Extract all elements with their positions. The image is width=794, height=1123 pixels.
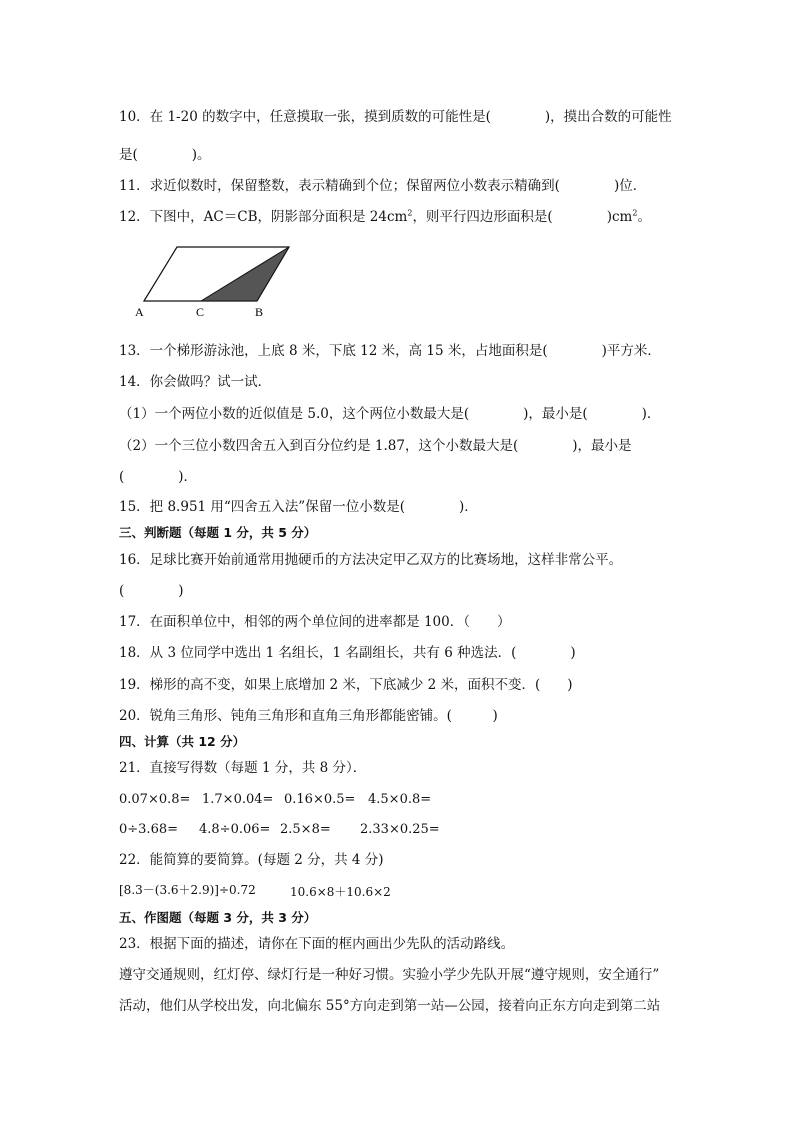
calc-item: 1.7×0.04=: [202, 792, 274, 807]
question-11: 11．求近似数时，保留整数，表示精确到个位；保留两位小数表示精确到( )位．: [119, 178, 647, 194]
question-10-line1: 10．在 1-20 的数字中，任意摸取一张，摸到质数的可能性是( )，摸出合数的可能性: [119, 109, 672, 125]
calc-item: 2.33×0.25=: [360, 822, 440, 837]
superscript-2b: 2: [632, 208, 638, 218]
label-a: A: [135, 305, 144, 319]
calc-item: 4.5×0.8=: [368, 792, 432, 807]
calc-item: 0.07×0.8=: [119, 792, 191, 807]
question-10-line2: 是( )。: [119, 147, 211, 163]
question-12-text-b: ，则平行四边形面积是( )cm: [412, 209, 633, 225]
simplify-item: 10.6×8＋10.6×2: [290, 885, 391, 899]
question-15: 15．把 8.951 用“四舍五入法”保留一位小数是( )．: [119, 499, 478, 515]
question-20: 20．锐角三角形、钝角三角形和直角三角形都能密铺。( ): [119, 708, 498, 724]
question-18: 18．从 3 位同学中选出 1 名组长，1 名副组长，共有 6 种选法．( ): [119, 645, 576, 661]
question-12: [119, 208, 651, 226]
label-c: C: [196, 305, 205, 319]
question-23: 23．根据下面的描述，请你在下面的框内画出少先队的活动路线。: [119, 936, 515, 952]
question-14: 14．你会做吗？试一试．: [119, 374, 272, 390]
shaded-triangle: [201, 247, 289, 301]
question-22: 22．能简算的要简算。(每题 2 分，共 4 分): [119, 852, 384, 868]
section-4-heading: 四、计算（共 12 分）: [119, 734, 246, 749]
calc-item: 0÷3.68=: [119, 822, 179, 837]
paragraph-line-2: 活动，他们从学校出发，向北偏东 55°方向走到第一站—公园，接着向正东方向走到第二站: [119, 998, 661, 1014]
calc-item: 4.8÷0.06=: [199, 822, 271, 837]
label-b: B: [255, 305, 264, 319]
calc-item: 2.5×8=: [280, 822, 331, 837]
paragraph-line-1: 遵守交通规则，红灯停、绿灯行是一种好习惯。实验小学少先队开展“遵守规则，安全通行”: [119, 967, 660, 983]
question-14-part-1: （1）一个两位小数的近似值是 5.0，这个两位小数最大是( )，最小是( )．: [119, 406, 661, 422]
section-3-heading: 三、判断题（每题 1 分，共 5 分）: [119, 525, 317, 540]
section-5-heading: 五、作图题（每题 3 分，共 3 分）: [119, 910, 317, 925]
question-14-part-2-line1: （2）一个三位小数四舍五入到百分位约是 1.87，这个小数最大是( )，最小是: [119, 438, 632, 454]
question-17: 17．在面积单位中，相邻的两个单位间的进率都是 100．（ ）: [119, 614, 511, 630]
question-21: 21．直接写得数（每题 1 分，共 8 分）．: [119, 760, 367, 776]
question-12-text-c: 。: [637, 209, 651, 225]
question-19: 19．梯形的高不变，如果上底增加 2 米，下底减少 2 米，面积不变．( ): [119, 677, 573, 693]
question-16-line2: ( ): [119, 583, 184, 599]
question-14-part-2-line2: ( )．: [119, 469, 198, 485]
question-12-text-a: 12．下图中，AC＝CB，阴影部分面积是 24cm: [119, 209, 408, 225]
question-13: 13．一个梯形游泳池，上底 8 米，下底 12 米，高 15 米，占地面积是( )平方米．: [119, 343, 661, 359]
question-16-line1: 16．足球比赛开始前通常用抛硬币的方法决定甲乙双方的比赛场地，这样非常公平。: [119, 552, 623, 568]
superscript-2: 2: [407, 208, 413, 218]
simplify-item: [8.3－(3.6＋2.9)]÷0.72: [119, 883, 256, 897]
calc-item: 0.16×0.5=: [284, 792, 356, 807]
parallelogram-figure: [132, 242, 302, 324]
